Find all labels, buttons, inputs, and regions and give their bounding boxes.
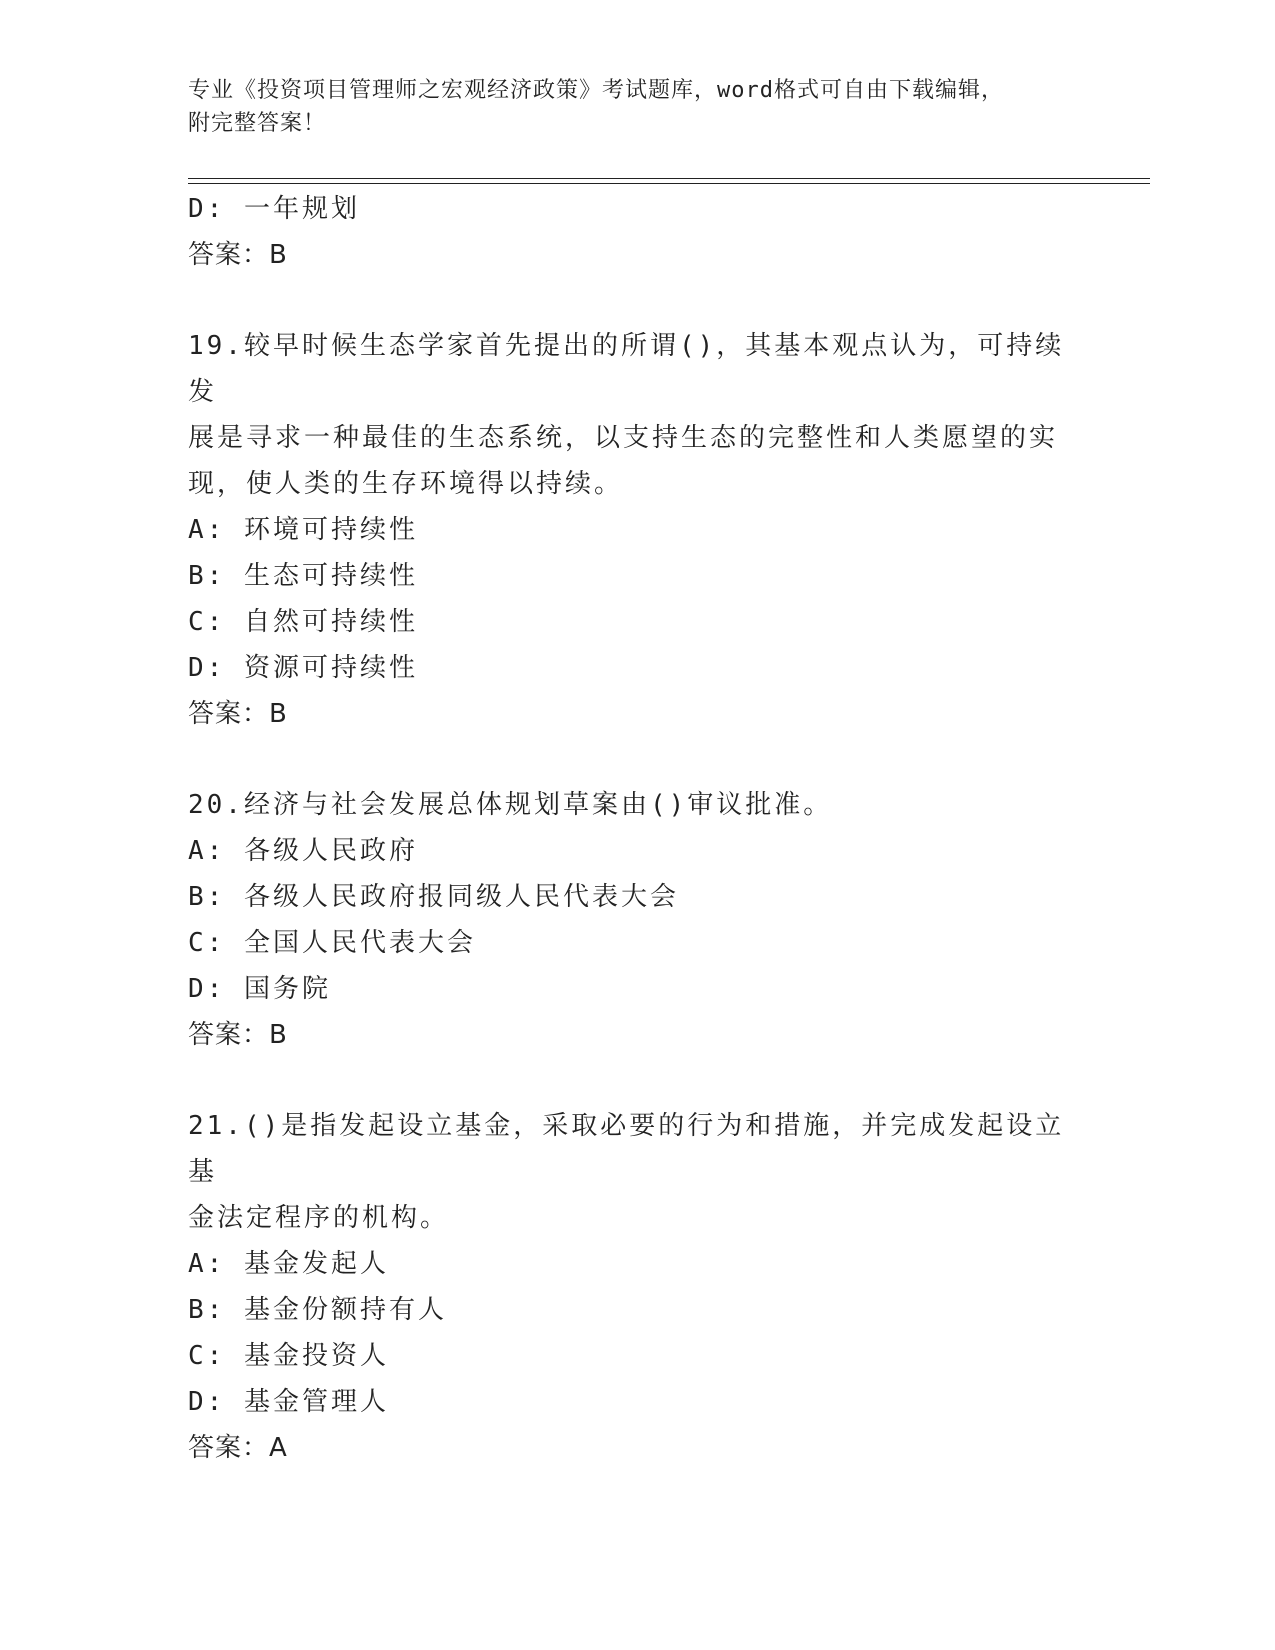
spacer <box>188 1058 1088 1103</box>
header-rule-top <box>188 178 1150 179</box>
spacer <box>188 737 1088 782</box>
option-d: D: 资源可持续性 <box>188 653 418 683</box>
question-19 <box>188 323 1088 737</box>
option-d: D: 基金管理人 <box>188 1387 389 1417</box>
page-header: 专业《投资项目管理师之宏观经济政策》考试题库，word格式可自由下载编辑， 附完整答案！ <box>188 78 1004 136</box>
option-c: C: 基金投资人 <box>188 1341 389 1371</box>
header-rule-bottom <box>188 183 1150 184</box>
question-text: 19.较早时候生态学家首先提出的所谓()，其基本观点认为，可持续发 展是寻求一种最佳的生态系统，以支持生态的完整性和人类愿望的实 现，使人类的生存环境得以持续。 <box>188 331 1065 499</box>
option-b: B: 生态可持续性 <box>188 561 418 591</box>
answer: 答案：A <box>188 1433 288 1463</box>
option-d: D: 一年规划 <box>188 194 360 224</box>
option-a: A: 基金发起人 <box>188 1249 389 1279</box>
option-c: C: 全国人民代表大会 <box>188 928 476 958</box>
spacer <box>188 278 1088 323</box>
answer: 答案：B <box>188 1020 288 1050</box>
question-20 <box>188 782 1088 1058</box>
option-d: D: 国务院 <box>188 974 331 1004</box>
question-21 <box>188 1103 1088 1471</box>
option-c: C: 自然可持续性 <box>188 607 418 637</box>
document-body <box>188 186 1088 1471</box>
option-b: B: 基金份额持有人 <box>188 1295 447 1325</box>
option-b: B: 各级人民政府报同级人民代表大会 <box>188 882 679 912</box>
answer: 答案：B <box>188 240 288 270</box>
option-a: A: 环境可持续性 <box>188 515 418 545</box>
option-a: A: 各级人民政府 <box>188 836 418 866</box>
answer: 答案：B <box>188 699 288 729</box>
question-text: 20.经济与社会发展总体规划草案由()审议批准。 <box>188 790 833 820</box>
question-text: 21.()是指发起设立基金，采取必要的行为和措施，并完成发起设立基 金法定程序的机构。 <box>188 1111 1065 1233</box>
